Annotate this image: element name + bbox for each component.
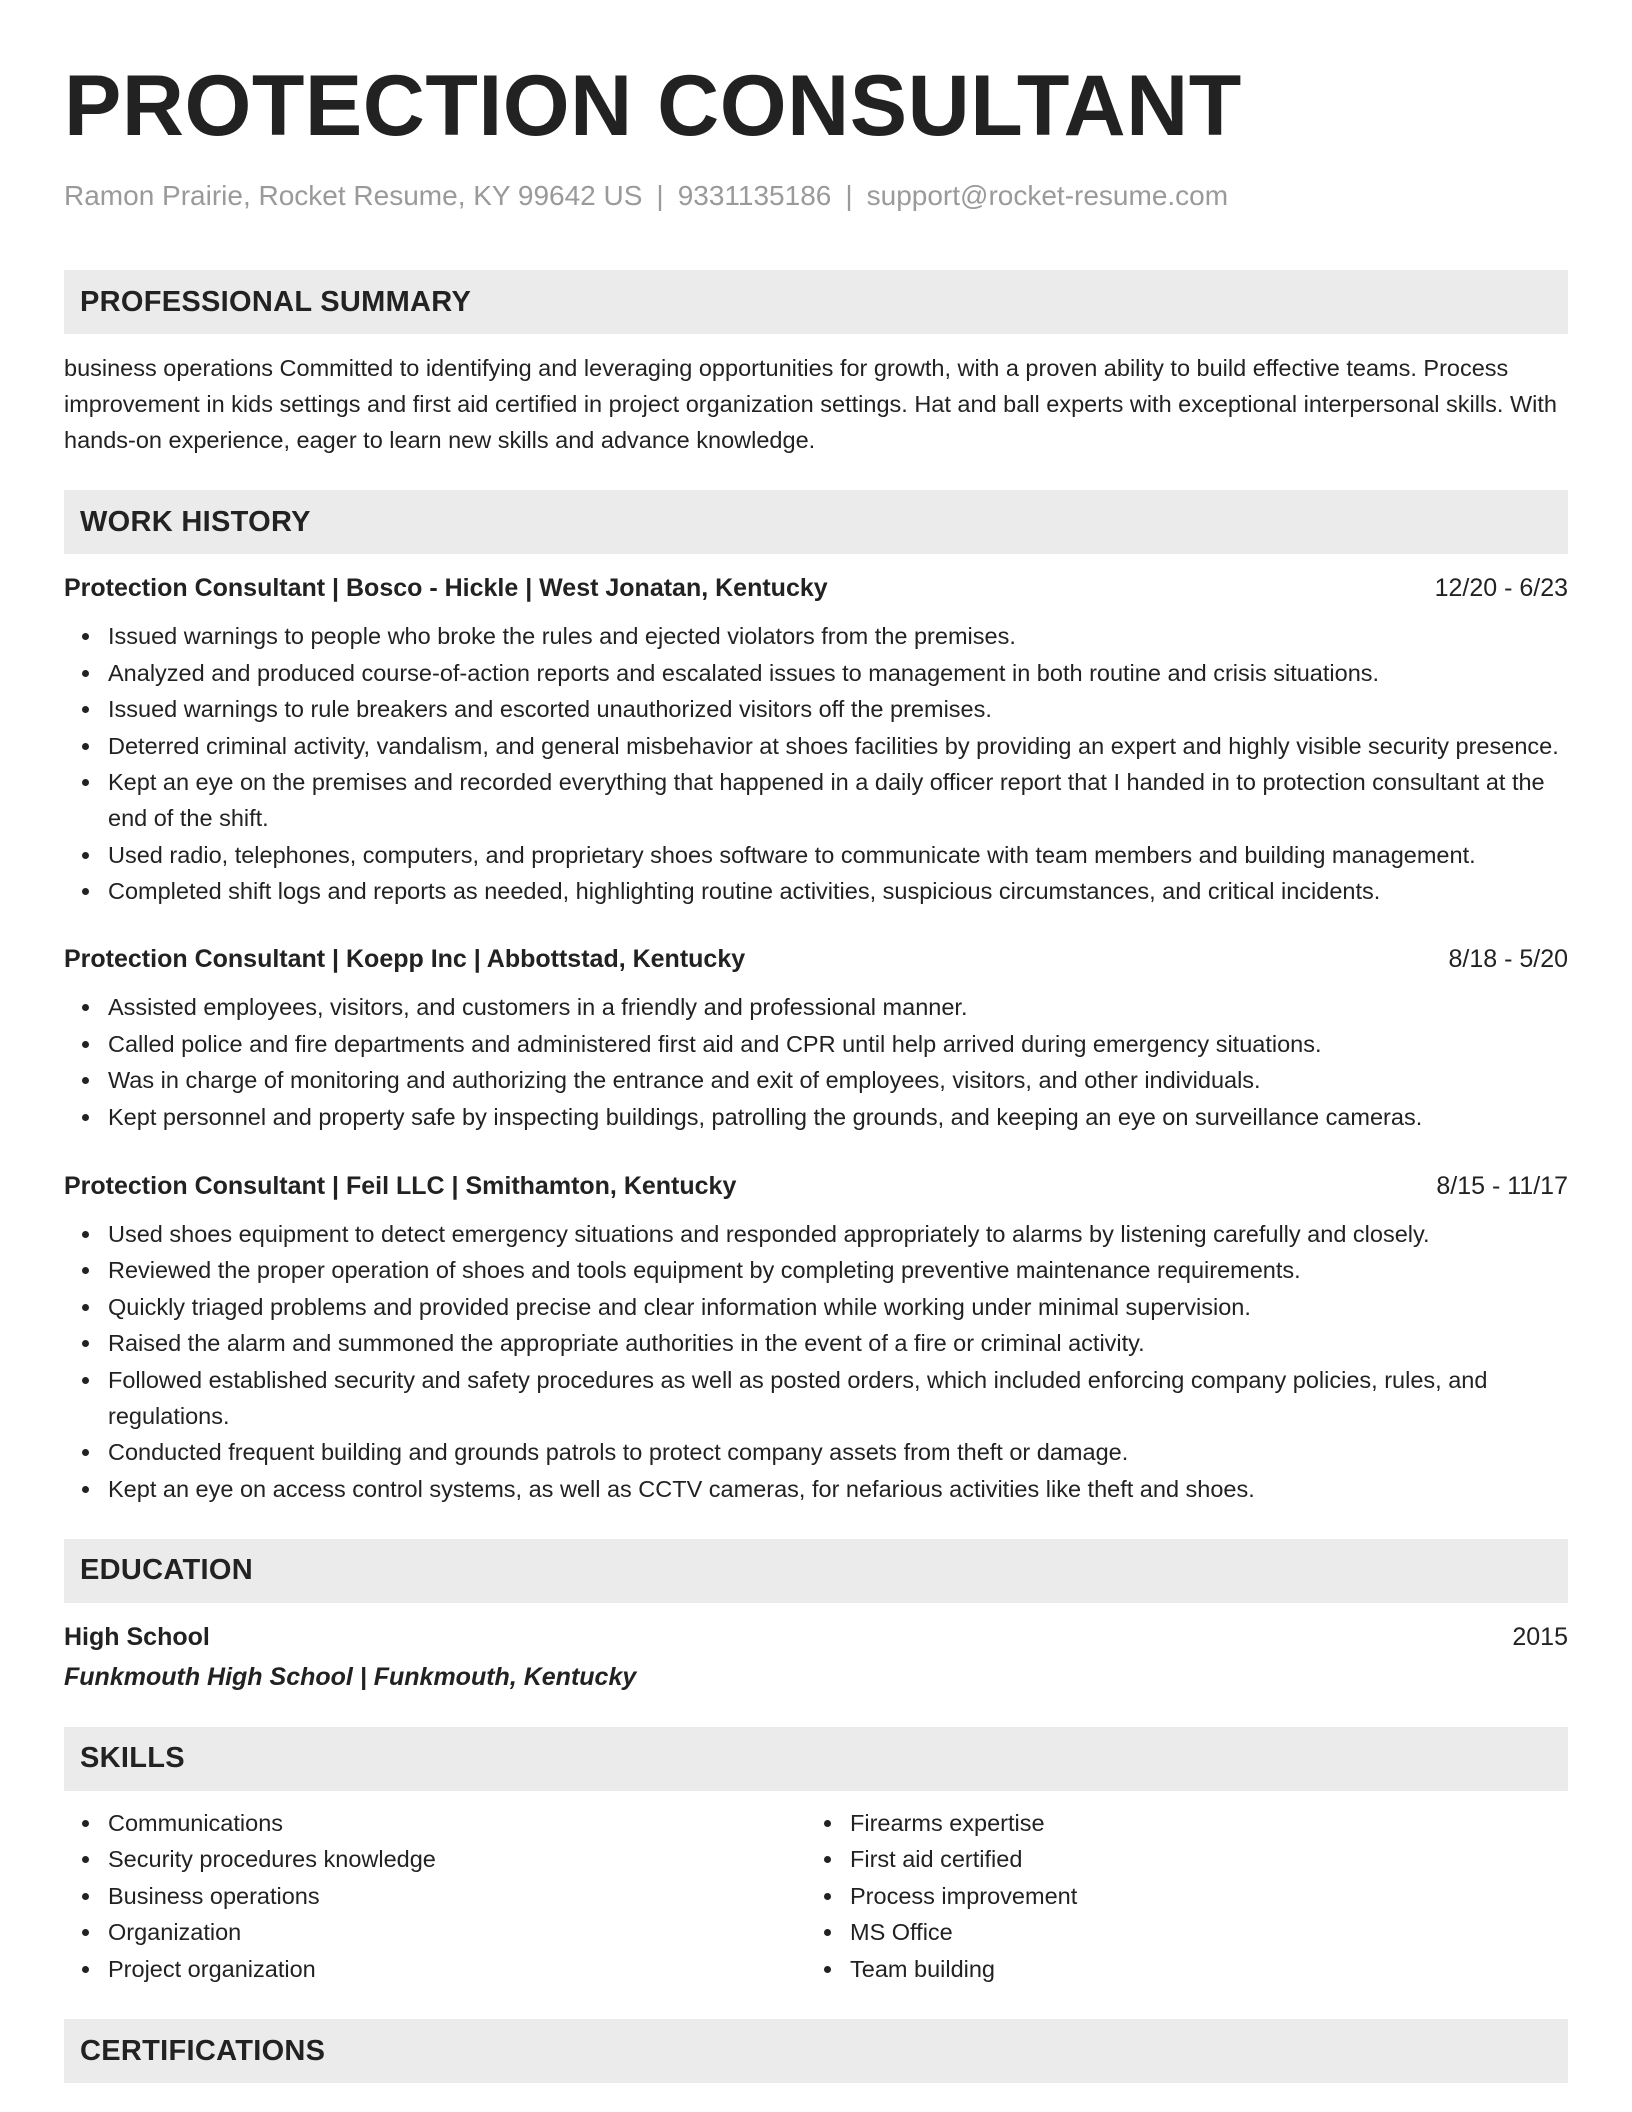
skills-grid [64, 1805, 1568, 1988]
section-heading-summary: PROFESSIONAL SUMMARY [64, 270, 1568, 334]
job-entry [64, 1168, 1568, 1507]
job-title: Protection Consultant | Koepp Inc | Abbottstad, Kentucky [64, 945, 746, 973]
list-item [64, 764, 1568, 836]
list-item-text: Used shoes equipment to detect emergency situations and responded appropriately to alarms by listening carefully and closely. [108, 1220, 1430, 1247]
list-item [64, 1362, 1568, 1434]
list-item [64, 1805, 806, 1841]
list-item-text: Used radio, telephones, computers, and proprietary shoes software to communicate with team members and building management. [108, 841, 1476, 868]
list-item-text: Reviewed the proper operation of shoes and tools equipment by completing preventive maintenance requirements. [108, 1257, 1301, 1283]
contact-address: Ramon Prairie, Rocket Resume, KY 99642 US [64, 180, 643, 211]
bullet-dot-icon [82, 670, 89, 677]
bullet-dot-icon [824, 1893, 831, 1900]
section-heading-education: EDUCATION [64, 1539, 1568, 1603]
list-item [64, 1471, 1568, 1507]
bullet-dot-icon [82, 888, 89, 895]
job-entry [64, 941, 1568, 1135]
list-item [806, 1914, 1548, 1950]
contact-line [64, 178, 1568, 214]
list-item-text: Security procedures knowledge [108, 1846, 436, 1872]
resume-page [64, 0, 1568, 2083]
list-item [64, 1099, 1568, 1135]
job-dates: 12/20 - 6/23 [1434, 574, 1568, 602]
list-item [64, 1914, 806, 1950]
list-item-text: Assisted employees, visitors, and customers in a friendly and professional manner. [108, 994, 968, 1020]
list-item [64, 989, 1568, 1025]
bullet-dot-icon [82, 706, 89, 713]
list-item-text: Project organization [108, 1955, 316, 1982]
list-item [806, 1841, 1548, 1877]
list-item-text: Deterred criminal activity, vandalism, and general misbehavior at shoes facilities by providing an expert and highly visible security presence. [108, 732, 1559, 759]
list-item [64, 1062, 1568, 1098]
list-item-text: Issued warnings to rule breakers and escorted unauthorized visitors off the premises. [108, 696, 992, 722]
candidate-name: PROTECTION CONSULTANT [64, 58, 1242, 154]
bullet-dot-icon [82, 1856, 89, 1863]
job-bullets [64, 618, 1568, 909]
list-item-text: Followed established security and safety procedures as well as posted orders, which included enforcing company policies, rules, and regulations. [108, 1366, 1488, 1429]
job-bullets [64, 989, 1568, 1135]
list-item-text: Kept an eye on access control systems, as well as CCTV cameras, for nefarious activities like theft and shoes. [108, 1475, 1255, 1502]
list-item [64, 618, 1568, 654]
bullet-dot-icon [82, 1304, 89, 1311]
contact-phone: 9331135186 [677, 180, 832, 211]
list-item-text: Team building [850, 1955, 996, 1982]
list-item-text: Quickly triaged problems and provided precise and clear information while working under minimal supervision. [108, 1293, 1251, 1320]
contact-separator: | [656, 180, 664, 211]
list-item-text: Business operations [108, 1882, 320, 1909]
bullet-dot-icon [82, 1077, 89, 1084]
bullet-dot-icon [824, 1820, 831, 1827]
bullet-dot-icon [82, 1893, 89, 1900]
bullet-dot-icon [824, 1966, 831, 1973]
job-dates: 8/15 - 11/17 [1436, 1171, 1568, 1200]
bullet-dot-icon [82, 852, 89, 859]
bullet-dot-icon [82, 1340, 89, 1347]
bullet-dot-icon [824, 1856, 831, 1863]
list-item-text: Firearms expertise [850, 1809, 1045, 1836]
list-item-text: Kept personnel and property safe by inspecting buildings, patrolling the grounds, and keeping an eye on surveillance cameras. [108, 1103, 1423, 1130]
section-heading-skills: SKILLS [64, 1727, 1568, 1791]
job-entry [64, 570, 1568, 909]
bullet-dot-icon [82, 1041, 89, 1048]
list-item-text: Communications [108, 1809, 284, 1836]
education-year: 2015 [1512, 1622, 1568, 1651]
bullet-dot-icon [82, 1929, 89, 1936]
list-item [64, 691, 1568, 727]
education-header [64, 1619, 1568, 1655]
list-item [64, 1325, 1568, 1361]
list-item [64, 1026, 1568, 1062]
contact-email: support@rocket-resume.com [866, 180, 1229, 211]
skills-column-left [64, 1805, 806, 1988]
education-degree: High School [64, 1622, 210, 1651]
bullet-dot-icon [82, 633, 89, 640]
section-heading-certifications: CERTIFICATIONS [64, 2019, 1568, 2083]
list-item-text: Completed shift logs and reports as needed, highlighting routine activities, suspicious circumstances, and critical incidents. [108, 878, 1381, 904]
skills-column-right [806, 1805, 1548, 1988]
list-item-text: Issued warnings to people who broke the rules and ejected violators from the premises. [108, 623, 1016, 649]
job-header [64, 570, 1568, 606]
list-item [806, 1805, 1548, 1841]
skills-list [806, 1805, 1548, 1987]
bullet-dot-icon [82, 1377, 89, 1384]
list-item [806, 1951, 1548, 1987]
list-item [64, 1841, 806, 1877]
contact-separator: | [845, 180, 853, 211]
list-item [64, 1878, 806, 1914]
bullet-dot-icon [82, 1267, 89, 1274]
section-heading-work-history: WORK HISTORY [64, 490, 1568, 554]
list-item [64, 728, 1568, 764]
bullet-dot-icon [82, 1486, 89, 1493]
bullet-dot-icon [82, 1966, 89, 1973]
bullet-dot-icon [82, 1114, 89, 1121]
summary-text: business operations Committed to identifying and leveraging opportunities for growth, with a proven ability to build effective teams. Process improvement in kids settings and first aid certified in project organization settings. Hat and ball experts with exceptional interpersonal skills. With hands-on experience, eager to learn new skills and advance knowledge. [64, 355, 1557, 453]
list-item [64, 837, 1568, 873]
list-item-text: Kept an eye on the premises and recorded everything that happened in a daily officer report that I handed in to protection consultant at the end of the shift. [108, 769, 1545, 831]
list-item-text: Called police and fire departments and administered first aid and CPR until help arrived during emergency situations. [108, 1030, 1322, 1057]
job-title: Protection Consultant | Feil LLC | Smithamton, Kentucky [64, 1171, 737, 1200]
bullet-dot-icon [82, 779, 89, 786]
skills-list [64, 1805, 806, 1987]
job-bullets [64, 1216, 1568, 1507]
job-header [64, 1168, 1568, 1204]
education-school: Funkmouth High School | Funkmouth, Kentucky [64, 1662, 637, 1691]
list-item-text: Was in charge of monitoring and authorizing the entrance and exit of employees, visitors, and other individuals. [108, 1067, 1261, 1093]
list-item [64, 1951, 806, 1987]
bullet-dot-icon [82, 743, 89, 750]
job-title: Protection Consultant | Bosco - Hickle | West Jonatan, Kentucky [64, 574, 828, 602]
list-item-text: Process improvement [850, 1882, 1078, 1909]
list-item-text: First aid certified [850, 1846, 1023, 1872]
list-item [64, 1289, 1568, 1325]
list-item-text: Conducted frequent building and grounds patrols to protect company assets from theft or damage. [108, 1439, 1129, 1465]
bullet-dot-icon [82, 1231, 89, 1238]
bullet-dot-icon [824, 1929, 831, 1936]
list-item [64, 1252, 1568, 1288]
list-item [64, 1216, 1568, 1252]
list-item-text: MS Office [850, 1919, 953, 1945]
job-header [64, 941, 1568, 977]
list-item [64, 873, 1568, 909]
bullet-dot-icon [82, 1449, 89, 1456]
list-item [64, 655, 1568, 691]
list-item-text: Raised the alarm and summoned the appropriate authorities in the event of a fire or criminal activity. [108, 1330, 1145, 1356]
list-item [806, 1878, 1548, 1914]
list-item-text: Organization [108, 1919, 242, 1945]
job-dates: 8/18 - 5/20 [1448, 945, 1568, 973]
list-item [64, 1434, 1568, 1470]
bullet-dot-icon [82, 1004, 89, 1011]
bullet-dot-icon [82, 1820, 89, 1827]
list-item-text: Analyzed and produced course-of-action reports and escalated issues to management in both routine and crisis situations. [108, 659, 1380, 686]
